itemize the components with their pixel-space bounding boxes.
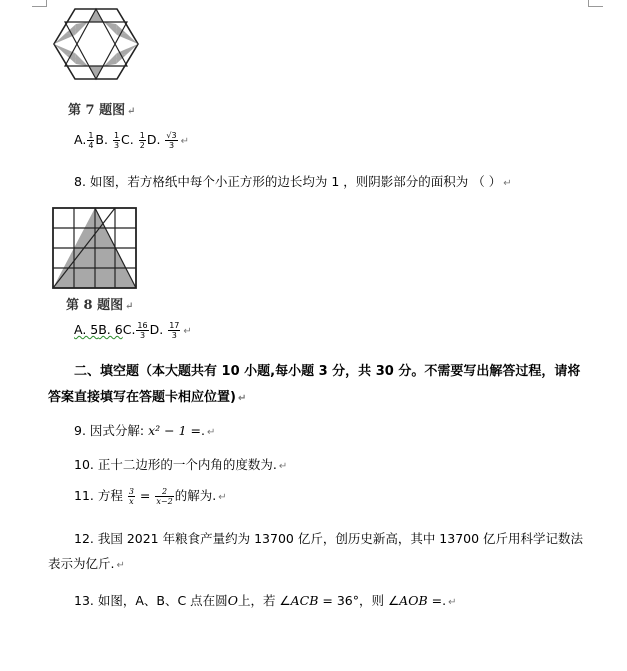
section-2-heading-line1: 二、填空题（本大题共有 10 小题,每小题 3 分，共 30 分。不需要写出解答过程，请将 xyxy=(74,364,581,379)
section-2-heading-line2 xyxy=(48,386,246,405)
option-a-label: A. xyxy=(74,132,87,147)
question-8 xyxy=(74,172,512,190)
option-d-label: D. xyxy=(149,322,164,337)
fraction: $\frac{3}{x}$ xyxy=(128,487,134,506)
fraction: $\frac{2}{x-2}$ xyxy=(156,487,173,506)
fraction: $\frac{1}{4}$ xyxy=(88,131,94,150)
angle-label: AOB xyxy=(399,593,428,608)
caption-text: 第 8 题图 xyxy=(66,298,124,313)
question-11 xyxy=(74,486,227,506)
question-12-line1: 12. 我国 2021 年粮食产量约为 13700 亿斤，创历史新高，其中 13700 亿斤用科学记数法 xyxy=(74,531,584,546)
heading-text: 答案直接填写在答题卡相应位置) xyxy=(48,390,236,405)
option-a: A. 5 xyxy=(74,322,99,337)
paragraph-mark: ↵ xyxy=(180,136,189,147)
question-text: 13. 如图，A、B、C 点在圆 xyxy=(74,593,228,608)
fraction: $\frac{√3}{3}$ xyxy=(166,131,177,150)
question-text: 表示为亿斤. xyxy=(48,556,115,571)
question-10 xyxy=(74,455,287,473)
figure-7-hexagon xyxy=(52,6,140,82)
circle-label: O xyxy=(227,593,238,608)
paragraph-mark: ↵ xyxy=(218,492,227,503)
page-corner-mark-left xyxy=(32,0,47,7)
option-c-label: C. xyxy=(121,132,134,147)
paragraph-mark: ↵ xyxy=(503,178,512,189)
page-corner-mark-right xyxy=(588,0,603,7)
option-d-label: D. xyxy=(146,132,161,147)
question-text-end: 的解为. xyxy=(174,488,217,503)
q8-options xyxy=(74,321,192,340)
question-12-line2 xyxy=(48,554,125,572)
paragraph-mark: ↵ xyxy=(278,461,288,472)
question-text: 10. 正十二边形的一个内角的度数为. xyxy=(74,457,277,472)
question-text: 8. 如图，若方格纸中每个小正方形的边长均为 1 ，则阴影部分的面积为 （ ） xyxy=(74,174,502,189)
caption-text: 第 7 题图 xyxy=(68,103,126,118)
fraction: $\frac{1}{3}$ xyxy=(113,131,120,150)
figure-8-caption xyxy=(66,294,134,313)
paragraph-mark: ↵ xyxy=(183,326,192,337)
angle-label: ACB xyxy=(290,593,319,608)
question-text-end: =. xyxy=(427,593,447,608)
question-13 xyxy=(74,591,456,609)
question-text: 9. 因式分解: xyxy=(74,423,145,438)
paragraph-mark: ↵ xyxy=(448,597,457,608)
option-b: B. 6 xyxy=(98,322,123,337)
question-text: 11. 方程 xyxy=(74,488,123,503)
paragraph-mark: ↵ xyxy=(237,393,247,404)
paragraph-mark: ↵ xyxy=(125,301,134,312)
paragraph-mark: ↵ xyxy=(127,106,136,117)
question-text: 上，若 ∠ xyxy=(237,593,291,608)
question-9 xyxy=(74,421,215,439)
figure-7-caption xyxy=(68,99,136,118)
equals-sign: = xyxy=(139,488,151,503)
q7-options xyxy=(74,131,189,150)
paragraph-mark: ↵ xyxy=(206,427,216,438)
paragraph-mark: ↵ xyxy=(116,560,125,571)
question-text: = 36°，则 ∠ xyxy=(318,593,400,608)
fraction: $\frac{1}{2}$ xyxy=(139,131,145,150)
figure-8-grid xyxy=(51,206,139,290)
fraction: $\frac{16}{3}$ xyxy=(137,321,148,340)
fraction: $\frac{17}{3}$ xyxy=(169,321,180,340)
option-c-label: C. xyxy=(122,322,136,337)
option-b-label: B. xyxy=(95,132,108,147)
math-expression: x² − 1 = xyxy=(148,423,201,438)
punctuation: . xyxy=(201,423,205,438)
